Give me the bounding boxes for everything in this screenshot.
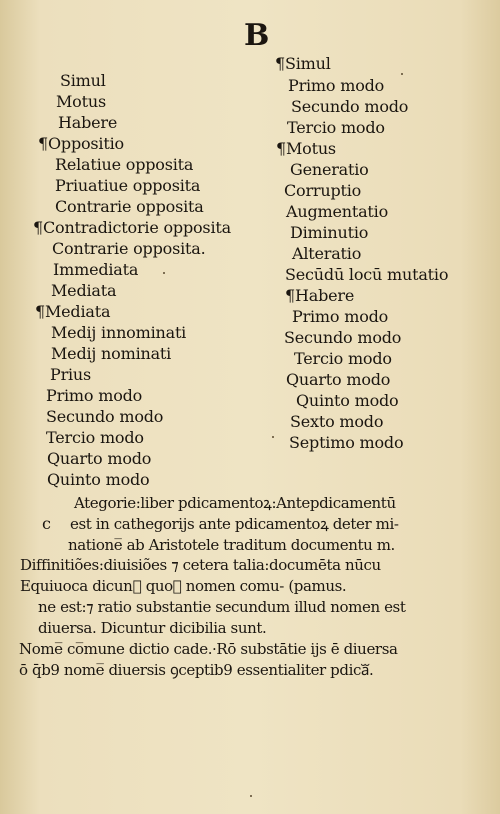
- left-column-line: Priuatiue opposita: [55, 176, 201, 195]
- right-column-line: Generatio: [290, 160, 369, 179]
- paragraph-line: natione̅ ab Aristotele traditum documentu m.: [68, 536, 395, 554]
- right-column-line: Augmentatio: [286, 202, 388, 221]
- right-column-line: Secundo modo: [284, 328, 402, 347]
- right-column-line: Alteratio: [292, 244, 362, 263]
- right-column-line: Corruptio: [284, 181, 362, 200]
- right-column-line: Diminutio: [290, 223, 369, 242]
- marginal-letter: c: [42, 514, 51, 533]
- paragraph-line: ō q̄b9 nome̅ diuersis ꝯceptib9 essentialiter pdicaᷓ.: [19, 661, 374, 679]
- right-column-line: Septimo modo: [289, 433, 404, 452]
- paragraph-line: Diffinitiões:diuisiões ⁊ cetera talia:documēta nūcu: [20, 556, 381, 574]
- left-column-line: Contrarie opposita.: [52, 239, 206, 258]
- ink-speck: [250, 795, 252, 797]
- paragraph-line: ne est:⁊ ratio substantie secundum illud nomen est: [38, 598, 406, 616]
- right-column-line: ¶Habere: [285, 286, 355, 305]
- right-column-line: Primo modo: [288, 76, 385, 95]
- left-column-line: Quarto modo: [47, 449, 152, 468]
- left-column-line: Mediata: [51, 281, 117, 300]
- left-column-line: Motus: [56, 92, 106, 111]
- left-column-line: Relatiue opposita: [55, 155, 194, 174]
- right-column-line: Primo modo: [292, 307, 389, 326]
- signature-mark: B: [244, 18, 270, 53]
- left-column-line: ¶Contradictorie opposita: [33, 218, 231, 237]
- left-column-line: Simul: [60, 71, 106, 90]
- right-column-line: Secūdū locū mutatio: [285, 265, 449, 284]
- left-column-line: Medij nominati: [51, 344, 172, 363]
- right-column-line: Sexto modo: [290, 412, 384, 431]
- left-column-line: Secundo modo: [46, 407, 164, 426]
- left-column-line: Habere: [58, 113, 118, 132]
- left-column-line: Quinto modo: [47, 470, 150, 489]
- left-column-line: ¶Oppositio: [38, 134, 124, 153]
- paragraph-line: Ategorie:liber pdicamentoꝝ:Antepdicamentū: [74, 494, 396, 512]
- paragraph-line: Equiuoca dicunᷓ quoꝝ nomen comu- (pamus.: [20, 577, 347, 595]
- right-column-line: Quinto modo: [296, 391, 399, 410]
- right-column-line: Tercio modo: [287, 118, 385, 137]
- right-column-line: ¶Motus: [276, 139, 336, 158]
- paragraph-line: Nome̅ co̅mune dictio cade.·Rō substātie ijs ē diuersa: [19, 640, 398, 658]
- ink-speck: [401, 73, 403, 75]
- left-column-line: Tercio modo: [46, 428, 144, 447]
- left-column-line: Contrarie opposita: [55, 197, 204, 216]
- left-column-line: Prius: [50, 365, 92, 384]
- left-column-line: Primo modo: [46, 386, 143, 405]
- paragraph-line: diuersa. Dicuntur dicibilia sunt.: [38, 619, 267, 637]
- right-column-line: Quarto modo: [286, 370, 391, 389]
- right-column-line: Secundo modo: [291, 97, 409, 116]
- paragraph-line: est in cathegorijs ante pdicamentoꝝ deter mi-: [70, 515, 399, 533]
- ink-speck: [163, 272, 165, 274]
- right-column-line: ¶Simul: [275, 54, 331, 73]
- left-column-line: ¶Mediata: [35, 302, 111, 321]
- left-column-line: Medij innominati: [51, 323, 187, 342]
- ink-speck: [272, 436, 274, 438]
- left-column-line: Immediata: [53, 260, 139, 279]
- right-column-line: Tercio modo: [294, 349, 392, 368]
